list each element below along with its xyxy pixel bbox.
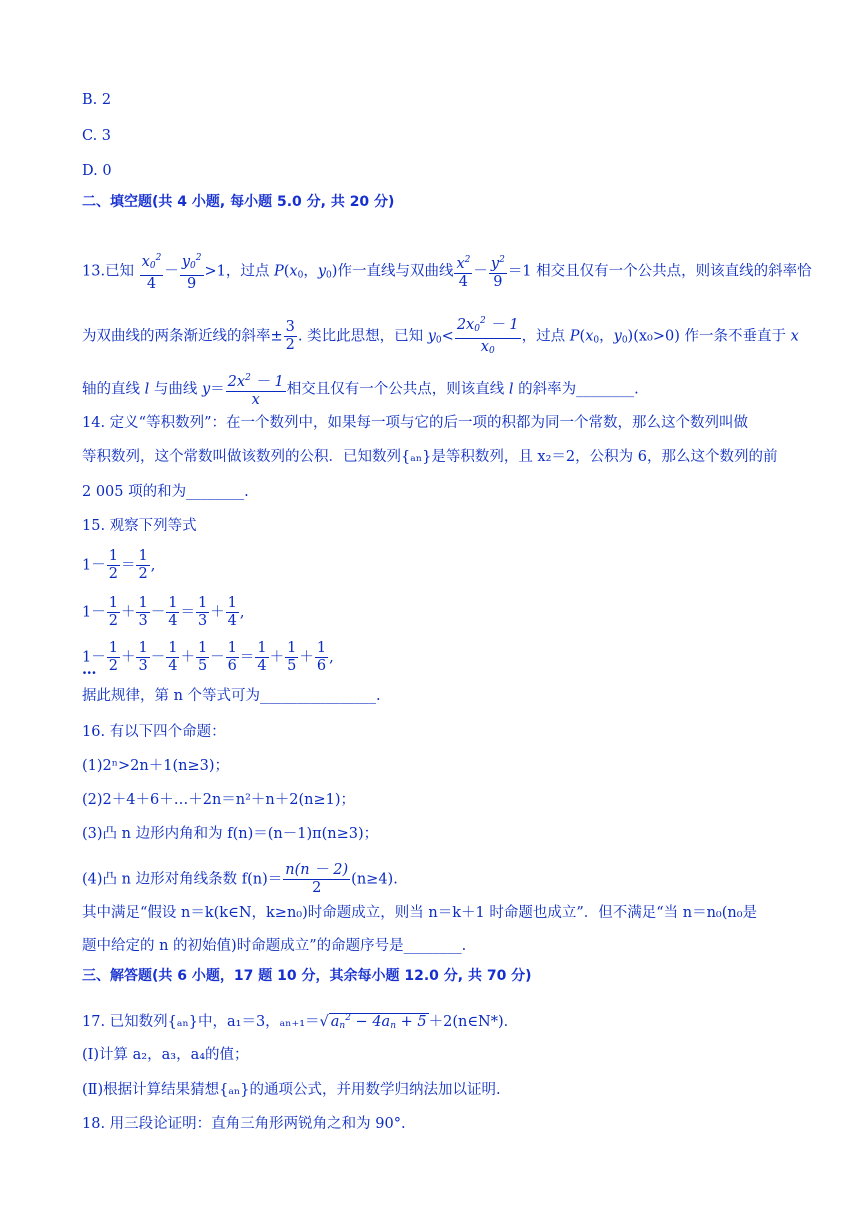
q13-text: ，过点 (521, 328, 566, 345)
q15-eq1: 1－ $\frac{1}{2}$ ＝ $\frac{1}{2}$ , (82, 548, 156, 582)
q16-p4 (82, 862, 398, 897)
q13-line3: 轴的直线 l 与曲线 y＝ $\frac{2x^2 - 1}{x}$ 相交且仅有一个公共点，则该直线 l 的斜率为________. (82, 370, 639, 409)
q15-eq3: 1－ $\frac{1}{2}$ ＋ $\frac{1}{3}$ － $\frac{1}{4}$ ＋ $\frac{1}{5}$ － $\frac{1}{6}$ ＝ $\frac{1}{4}$ ＋ $\frac{1}{5}$ ＋ $\frac{1}{6}$ , (82, 640, 334, 674)
q13-number: 13. (82, 263, 106, 280)
option-c: C. 3 (82, 128, 112, 144)
q13-text: 已知 (105, 263, 135, 280)
fraction: $\frac{x^2}{4}$ (454, 252, 472, 291)
q13-text: 作一直线与双曲线 (337, 263, 454, 280)
q14-line1: 14. 定义“等积数列”：在一个数列中，如果每一项与它的后一项的积都为同一个常数，那么这个数列叫做 (82, 415, 748, 431)
q16-p1: (1)2ⁿ>2n＋1(n≥3)； (82, 758, 230, 774)
fraction: $\frac{2x_0^2 - 1}{x_0}$ (455, 313, 521, 360)
q13-text: ＝1 相交且仅有一个公共点，则该直线的斜率恰 (507, 263, 812, 280)
q15-eq2: 1－ $\frac{1}{2}$ ＋ $\frac{1}{3}$ － $\frac{1}{4}$ ＝ $\frac{1}{3}$ ＋ $\frac{1}{4}$ , (82, 595, 245, 629)
q16-p4-text: (4)凸 n 边形对角线条数 f(n)＝ (82, 871, 283, 888)
q16-line2: 题中给定的 n 的初始值)时命题成立”的命题序号是________. (82, 938, 467, 954)
q14-line3: 2 005 项的和为________. (82, 484, 249, 500)
section-fill-heading: 二、填空题(共 4 小题, 每小题 5.0 分, 共 20 分) (82, 194, 395, 210)
q15-end: 据此规律，第 n 个等式可为________________. (82, 688, 381, 704)
section-answer-heading: 三、解答题(共 6 小题，17 题 10 分，其余每小题 12.0 分, 共 70 分) (82, 968, 532, 984)
q17-text: ₐₙ₊₁＝ (279, 1014, 320, 1030)
q13-text: . 类比此思想，已知 (297, 328, 424, 345)
fraction: $\frac{3}{2}$ (285, 319, 295, 353)
q13-text: 轴的直线 (82, 381, 140, 398)
option-b: B. 2 (82, 92, 112, 108)
q17-text: ＋2(n∈N*)． (428, 1014, 519, 1030)
q13-text: 的斜率为________. (518, 381, 639, 398)
fraction: $\frac{y_0^2}{9}$ (180, 250, 204, 293)
fraction: $\frac{y^2}{9}$ (489, 252, 507, 291)
fraction: $\frac{n(n - 2)}{2}$ (285, 862, 349, 896)
q14-line2: 等积数列，这个常数叫做该数列的公积．已知数列{ₐₙ}是等积数列，且 x₂＝2，公积为 6，那么这个数列的前 (82, 449, 778, 465)
q13-text: (x₀>0) 作一条不垂直于 (633, 328, 787, 345)
q16-p3: (3)凸 n 边形内角和为 f(n)＝(n－1)π(n≥3)； (82, 826, 379, 842)
fraction: $\frac{x_0^2}{4}$ (140, 250, 164, 293)
q16-p2: (2)2＋4＋6＋…＋2n＝n²＋n＋2(n≥1)； (82, 792, 356, 808)
sqrt-expression: √ $a_n^2 - 4a_n + 5$ (319, 1013, 427, 1031)
q13-text: 相交且仅有一个公共点，则该直线 (286, 381, 505, 398)
fraction: $\frac{2x^2 - 1}{x}$ (226, 370, 286, 409)
q16-line1: 其中满足“假设 n＝k(k∈N，k≥n₀)时命题成立，则当 n＝k＋1 时命题也成立”．但不满足“当 n＝n₀(n₀是 (82, 905, 758, 921)
q17-part2: (Ⅱ)根据计算结果猜想{ₐₙ}的通项公式，并用数学归纳法加以证明. (82, 1082, 501, 1098)
q16-title: 16. 有以下四个命题： (82, 724, 226, 740)
q16-p4-text: (n≥4). (351, 871, 398, 888)
q15-dots: … (82, 661, 97, 678)
q13-text: 为双曲线的两条渐近线的斜率± (82, 328, 283, 345)
q13-line1: 13.已知 $\frac{x_0^2}{4}$ － $\frac{y_0^2}{9}$ >1，过点 $P(x_0$，$y_0$)作一直线与双曲线 $\frac{x^2}{4}$ － $\frac{y^2}{9}$ ＝1 相交且仅有一个公共点，则该直线的斜率恰 (82, 250, 812, 293)
q17-part1: (Ⅰ)计算 a₂，a₃，a₄的值； (82, 1047, 249, 1063)
q15-title: 15. 观察下列等式 (82, 518, 197, 534)
q13-text: 与曲线 (153, 381, 198, 398)
option-d: D. 0 (82, 163, 112, 179)
q17-text: 17. 已知数列{ₐₙ}中，a₁＝3， (82, 1014, 280, 1030)
q13-text: >1，过点 (204, 263, 270, 280)
q18: 18. 用三段论证明：直角三角形两锐角之和为 90°. (82, 1116, 406, 1132)
q17-line1 (82, 1008, 518, 1036)
q13-line2: 为双曲线的两条渐近线的斜率± $\frac{3}{2}$ . 类比此思想，已知 $y_0<$ $\frac{2x_0^2 - 1}{x_0}$ ，过点 $P(x_0$，$y_0)(x_0>0)$ 作一条不垂直于 x (82, 313, 799, 360)
